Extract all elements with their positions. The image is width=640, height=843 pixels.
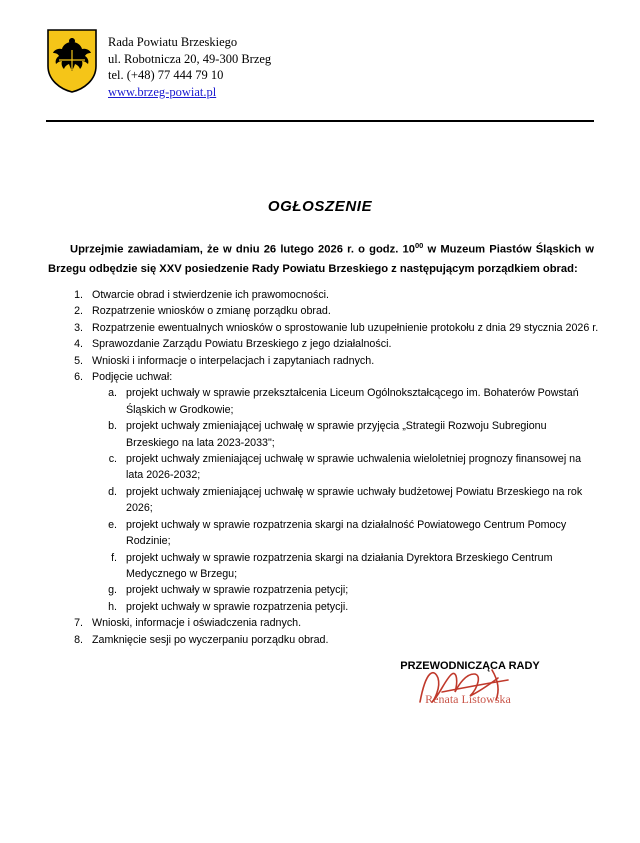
list-item [86, 369, 600, 615]
agenda-list [48, 287, 600, 648]
list-item [86, 336, 600, 352]
list-item [120, 451, 600, 484]
agenda-item-text: Wnioski, informacje i oświadczenia radnych. [92, 617, 302, 630]
list-item [120, 484, 600, 517]
agenda-subitem-text: projekt uchwały w sprawie rozpatrzenia petycji; [126, 584, 349, 597]
agenda-subitem-text: projekt uchwały w sprawie rozpatrzenia skargi na działania Dyrektora Brzeskiego Centrum Medycznego w Brzegu; [126, 551, 553, 580]
website-link[interactable]: www.brzeg-powiat.pl [108, 84, 217, 99]
signature-name: Renata Listowska [425, 692, 511, 706]
list-item [120, 550, 600, 583]
list-item [120, 517, 600, 550]
signature-role: PRZEWODNICZĄCA RADY [400, 660, 540, 672]
agenda-item-text: Wnioski i informacje o interpelacjach i zapytaniach radnych. [92, 354, 375, 367]
agenda-item-text: Podjęcie uchwał: [92, 371, 173, 384]
address-block [108, 28, 271, 100]
intro-superscript: 00 [414, 241, 424, 250]
agenda-subitems [92, 385, 600, 615]
agenda-subitem-text: projekt uchwały w sprawie rozpatrzenia skargi na działalność Powiatowego Centrum Pomocy Rodzinie; [126, 518, 567, 548]
agenda-subitem-text: projekt uchwały zmieniającej uchwałę w sprawie uchwały budżetowej Powiatu Brzeskiego na rok 2026; [126, 485, 583, 515]
address-line-1: Rada Powiatu Brzeskiego [108, 35, 238, 49]
list-item [86, 615, 600, 631]
intro-paragraph [48, 236, 594, 279]
letterhead [46, 28, 594, 100]
agenda-subitem-text: projekt uchwały zmieniającej uchwałę w sprawie przyjęcia „Strategii Rozwoju Subregionu Brzeskiego na lata 2023-2033"; [126, 420, 547, 449]
list-item [120, 418, 600, 451]
coat-of-arms-icon [46, 28, 98, 94]
agenda-item-text: Otwarcie obrad i stwierdzenie ich prawomocności. [92, 289, 330, 301]
agenda-item-text: Rozpatrzenie wniosków o zmianę porządku obrad. [92, 305, 331, 318]
intro-part-2: w Muzeum Piastów Śląskich w Brzegu odbędzie się XXV posiedzenie Rady Powiatu Brzeskiego z następującym porządkiem obrad: [48, 243, 594, 275]
agenda-items [48, 287, 600, 648]
list-item [120, 385, 600, 418]
list-item [86, 320, 600, 336]
list-item [86, 632, 600, 648]
list-item [120, 582, 600, 598]
agenda-item-text: Zamknięcie sesji po wyczerpaniu porządku obrad. [92, 633, 329, 646]
agenda-subitem-text: projekt uchwały w sprawie przekształcenia Liceum Ogólnokształcącego im. Bohaterów Powstań Śląskich w Grodkowie; [126, 387, 579, 416]
address-line-2: ul. Robotnicza 20, 49-300 Brzeg [108, 51, 272, 66]
list-item [120, 599, 600, 615]
header-divider [46, 120, 594, 122]
agenda-item-text: Sprawozdanie Zarządu Powiatu Brzeskiego z jego działalności. [92, 338, 392, 351]
address-line-3: tel. (+48) 77 444 79 10 [108, 68, 224, 82]
list-item [86, 353, 600, 369]
page-title: OGŁOSZENIE [267, 198, 373, 215]
list-item [86, 303, 600, 319]
agenda-subitem-text: projekt uchwały zmieniającej uchwałę w sprawie uchwalenia wieloletniej prognozy finansowej na lata 2026-2032; [126, 453, 582, 482]
intro-part-1: Uprzejmie zawiadamiam, że w dniu 26 lutego 2026 r. o godz. 10 [70, 243, 415, 256]
agenda-item-text: Rozpatrzenie ewentualnych wniosków o sprostowanie lub uzupełnienie protokołu z dnia 29 stycznia 2026 r. [92, 321, 599, 334]
list-item [86, 287, 600, 303]
agenda-subitem-text: projekt uchwały w sprawie rozpatrzenia petycji. [126, 600, 349, 613]
